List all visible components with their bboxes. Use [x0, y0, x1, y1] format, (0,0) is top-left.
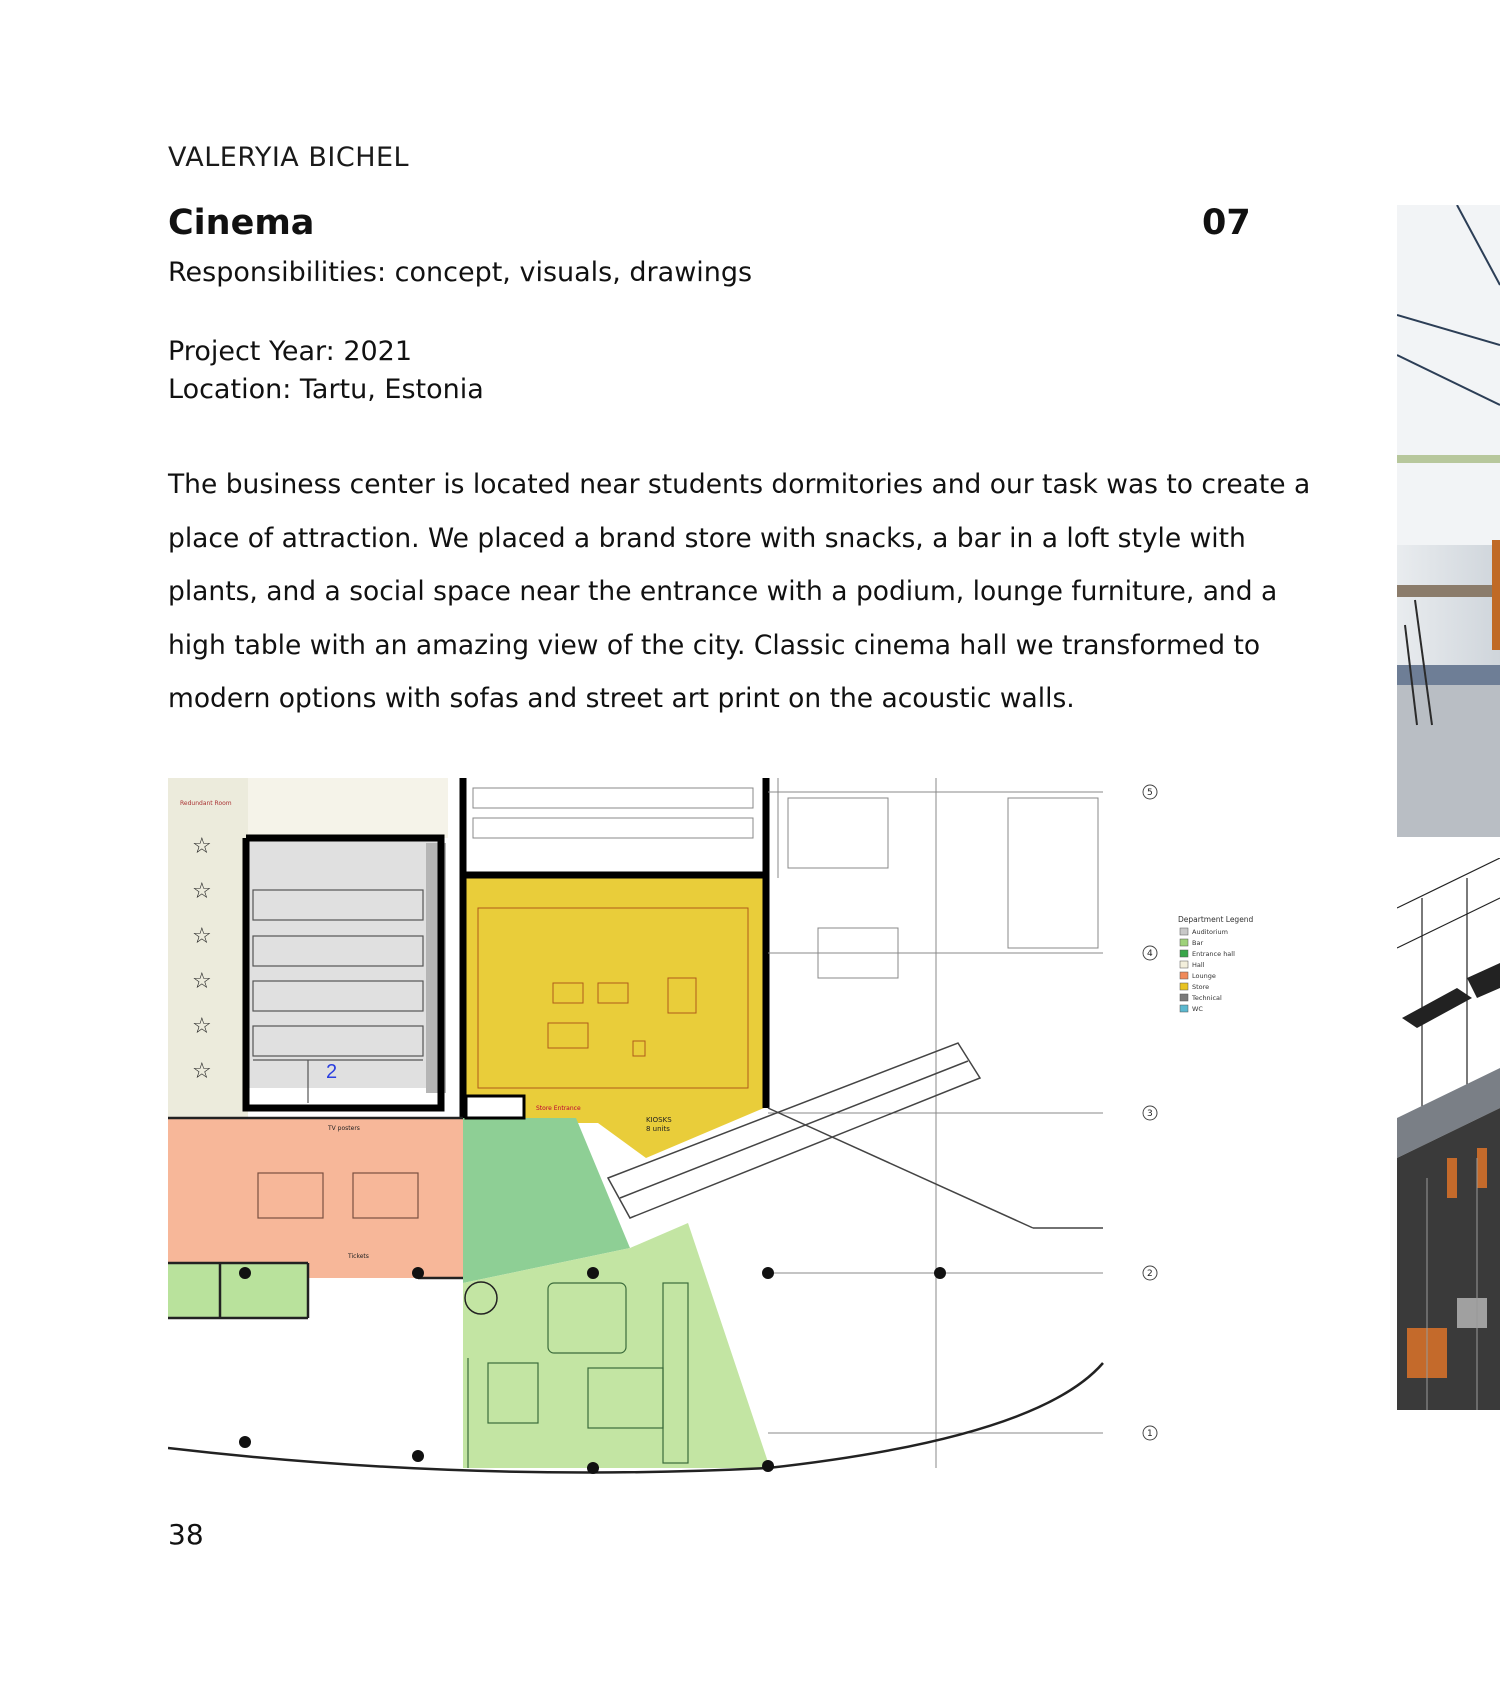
axonometric-render-photo: [1397, 858, 1500, 1410]
project-year: Project Year: 2021: [168, 336, 413, 367]
small-room-zone-2: [220, 1263, 308, 1318]
svg-text:☆: ☆: [192, 834, 212, 859]
interior-render-photo: [1397, 205, 1500, 837]
legend-item: Bar: [1192, 939, 1204, 947]
svg-text:☆: ☆: [192, 969, 212, 994]
department-legend: [1178, 915, 1254, 1013]
store-entrance-label: Store Entrance: [536, 1105, 581, 1112]
kiosks-units-label: 8 units: [646, 1125, 670, 1133]
legend-title: Department Legend: [1178, 915, 1254, 924]
legend-item: Store: [1192, 983, 1210, 991]
small-room-zone-1: [168, 1263, 220, 1318]
project-title: Cinema: [168, 203, 315, 243]
legend-item: Technical: [1192, 994, 1222, 1002]
project-meta: [168, 333, 484, 409]
legend-item: Lounge: [1192, 972, 1216, 980]
svg-text:☆: ☆: [192, 1059, 212, 1084]
legend-item: Auditorium: [1192, 928, 1228, 936]
project-number: 07: [1202, 203, 1251, 243]
axis-3: 3: [1147, 1109, 1153, 1119]
legend-item: WC: [1192, 1005, 1203, 1013]
top-strip-zone: [248, 778, 448, 838]
author-name: VALERYIA BICHEL: [168, 142, 410, 173]
axis-2: 2: [1147, 1269, 1153, 1279]
svg-text:☆: ☆: [192, 1014, 212, 1039]
svg-text:☆: ☆: [192, 924, 212, 949]
project-location: Location: Tartu, Estonia: [168, 374, 484, 405]
auditorium-zone: [246, 838, 441, 1088]
tv-posters-label: TV posters: [328, 1125, 360, 1132]
axis-1: 1: [1147, 1429, 1153, 1439]
hall-number: 2: [326, 1061, 338, 1083]
project-description: The business center is located near students dormitories and our task was to create a place of attraction. We placed a brand store with snacks, a bar in a loft style with plants, and a social space near the entrance with a podium, lounge furniture, and a high table with an amazing view of the city. Classic cinema hall we transformed to modern options with sofas and street art print on the acoustic walls.: [168, 469, 1311, 714]
floor-plan: [168, 778, 1278, 1480]
axis-4: 4: [1147, 949, 1153, 959]
legend-item: Entrance hall: [1192, 950, 1235, 958]
kiosks-label: KIOSKS: [646, 1116, 672, 1124]
legend-item: Hall: [1192, 961, 1205, 969]
axis-5: 5: [1147, 788, 1153, 798]
redundant-room-label: Redundant Room: [180, 800, 232, 807]
tickets-label: Tickets: [348, 1253, 369, 1260]
page-number: 38: [168, 1518, 204, 1551]
svg-text:☆: ☆: [192, 879, 212, 904]
responsibilities: Responsibilities: concept, visuals, drawings: [168, 257, 753, 288]
lounge-zone: [168, 1118, 463, 1278]
